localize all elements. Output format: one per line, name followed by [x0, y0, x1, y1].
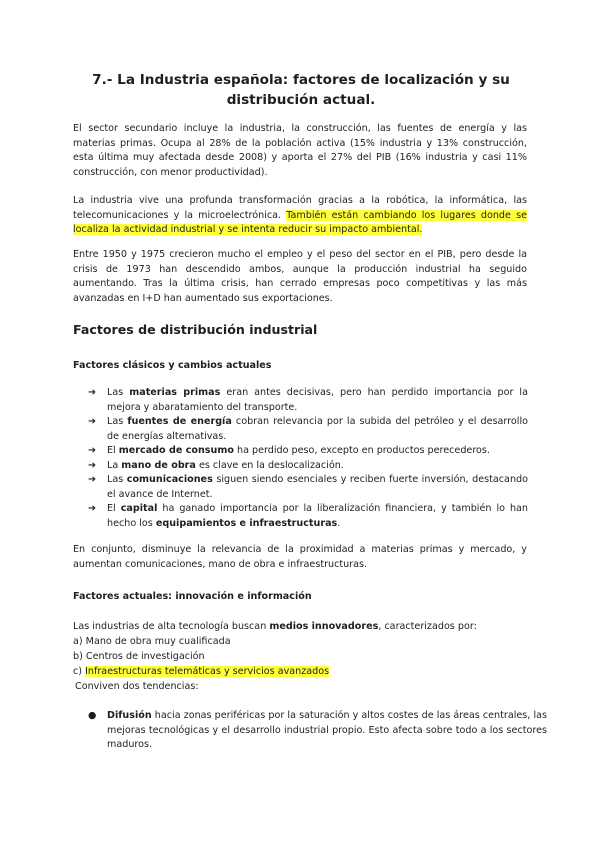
arrow-icon: ➔: [88, 474, 97, 485]
list-item: ➔ La mano de obra es clave en la deslocalización.: [88, 459, 528, 474]
list-item: ➔ Las fuentes de energía cobran relevancia por la subida del petróleo y el desarrollo de energías alternativas.: [88, 416, 528, 442]
paragraph-transformacion-text: La industria vive una profunda transformación gracias a la robótica, la informática, las telecomunicaciones y la microelectrónica.: [73, 195, 527, 221]
section-heading: Factores de distribución industrial: [73, 322, 318, 337]
subheading-innovacion: Factores actuales: innovación e información: [73, 591, 312, 602]
arrow-icon: ➔: [88, 416, 97, 427]
paragraph-sector: El sector secundario incluye la industria, la construcción, las fuentes de energía y las materias primas. Ocupa al 28% de la población activa (15% industria y 13% construcción, esta última muy afectada desde 2008) y aporta el 27% del PIB (16% industria y casi 11% construcción, con menor productividad).: [73, 123, 527, 178]
factor-list: [88, 386, 528, 531]
highlighted-text: También están cambiando los lugares donde se localiza la actividad industrial y se intenta reducir su impacto ambiental.: [73, 209, 527, 236]
list-item: ➔ El mercado de consumo ha perdido peso, excepto en productos perecederos.: [88, 444, 528, 459]
arrow-icon: ➔: [88, 459, 97, 471]
highlighted-text: Infraestructuras telemáticas y servicios avanzados: [85, 666, 330, 677]
option-a: a) Mano de obra muy cualificada: [73, 636, 231, 647]
list-item: ➔ El capital ha ganado importancia por la liberalización financiera, y también lo han hecho los equipamientos e infraestructuras.: [88, 503, 528, 529]
bullet-item-difusion: ● Difusión hacia zonas periféricas por la saturación y altos costes de las áreas centrales, las mejoras tecnológicas y el desarrollo industrial propio. Esto afecta sobre todo a los sectores maduros.: [88, 710, 547, 750]
paragraph-evolucion: Entre 1950 y 1975 crecieron mucho el empleo y el peso del sector en el PIB, pero desde la crisis de 1973 han descendido ambos, aunque la producción industrial ha seguido aumentando. Tras la última crisis, han cerrado empresas poco competitivas y las más avanzadas en I+D han aumentado sus exportaciones.: [73, 249, 527, 304]
list-item: ➔ Las comunicaciones siguen siendo esenciales y reciben fuerte inversión, destacando el avance de Internet.: [88, 474, 528, 500]
option-c: c) Infraestructuras telemáticas y servicios avanzados: [73, 666, 330, 677]
arrow-icon: ➔: [88, 445, 97, 456]
option-b: b) Centros de investigación: [73, 651, 205, 662]
tendencias-line: Conviven dos tendencias:: [75, 681, 199, 692]
list-item: ➔ Las materias primas eran antes decisivas, pero han perdido importancia por la mejora y abaratamiento del transporte.: [88, 387, 528, 413]
subheading-factores-clasicos: Factores clásicos y cambios actuales: [73, 360, 272, 371]
paragraph-transformacion: [73, 194, 527, 238]
arrow-icon: ➔: [88, 387, 97, 398]
innovation-intro: Las industrias de alta tecnología buscan medios innovadores, caracterizados por:: [73, 621, 477, 632]
bullet-icon: ●: [88, 710, 97, 721]
arrow-icon: ➔: [88, 503, 97, 514]
paragraph-conclusion: En conjunto, disminuye la relevancia de la proximidad a materias primas y mercado, y aumentan comunicaciones, mano de obra e infraestructuras.: [73, 544, 527, 570]
page-title: 7.- La Industria española: factores de localización y su distribución actual.: [92, 72, 510, 108]
